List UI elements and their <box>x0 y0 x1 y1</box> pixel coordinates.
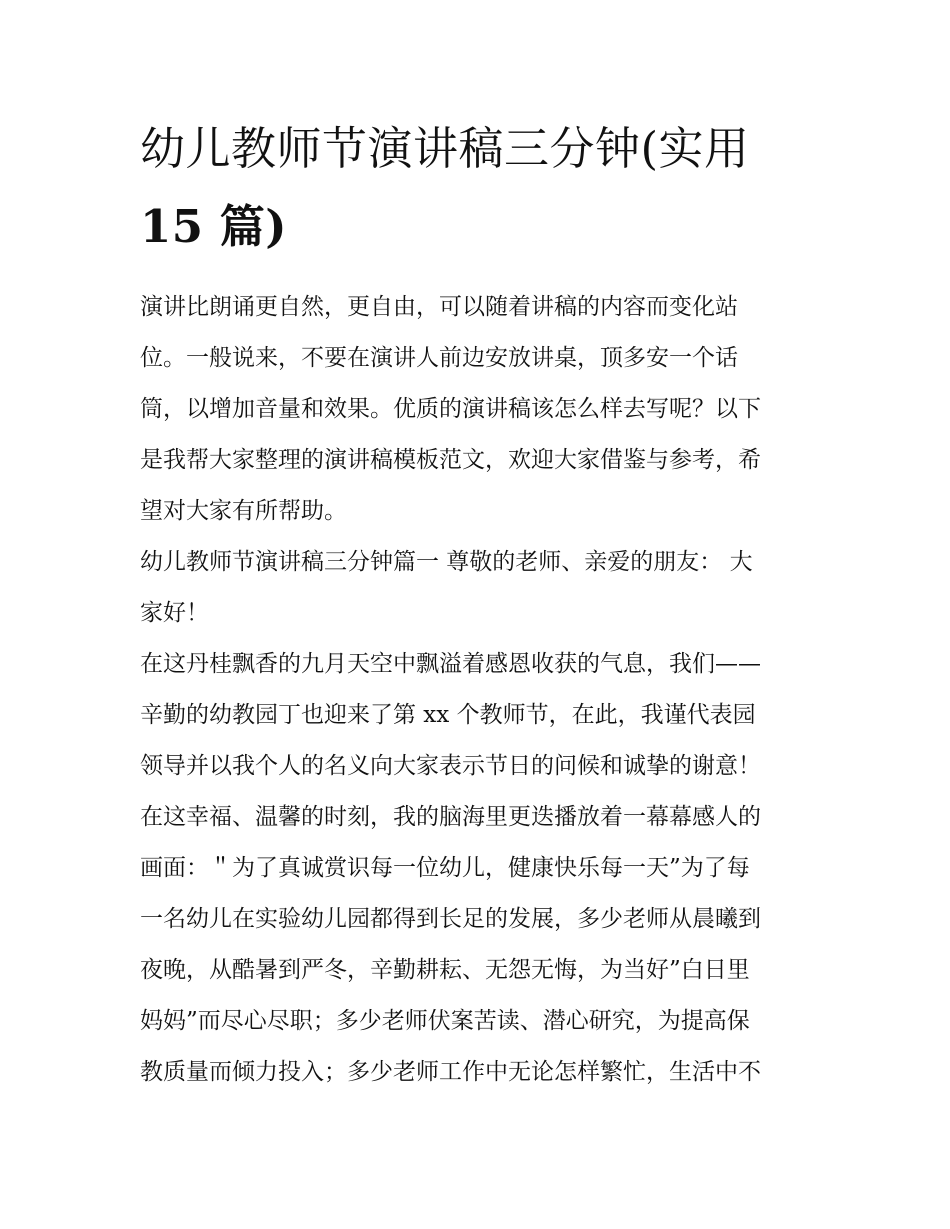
body-paragraph <box>140 639 815 1098</box>
section-line: 家好！ <box>140 600 209 626</box>
intro-line: 演讲比朗诵更自然，更自由，可以随着讲稿的内容而变化站 <box>140 294 738 320</box>
section-line: 幼儿教师节演讲稿三分钟篇一 尊敬的老师、亲爱的朋友： 大 <box>140 549 753 575</box>
title-line-2: 15 篇) <box>140 200 288 253</box>
body-line: 画面：＂为了真诚赏识每一位幼儿，健康快乐每一天”为了每 <box>140 855 750 881</box>
intro-line: 是我帮大家整理的演讲稿模板范文，欢迎大家借鉴与参考，希 <box>140 447 761 473</box>
intro-line: 筒，以增加音量和效果。优质的演讲稿该怎么样去写呢？以下 <box>140 396 761 422</box>
intro-line: 位。一般说来，不要在演讲人前边安放讲桌，顶多安一个话 <box>140 345 738 371</box>
document-page <box>140 110 815 1098</box>
body-line: 夜晚，从酷暑到严冬，辛勤耕耘、无怨无悔，为当好”白日里 <box>140 957 750 983</box>
body-line: 领导并以我个人的名义向大家表示节日的问候和诚挚的谢意！ <box>140 753 761 779</box>
body-line: 在这幸福、温馨的时刻，我的脑海里更迭播放着一幕幕感人的 <box>140 804 761 830</box>
body-line: 在这丹桂飘香的九月天空中飘溢着感恩收获的气息，我们—— <box>140 651 761 677</box>
document-title <box>140 110 815 266</box>
title-line-1: 幼儿教师节演讲稿三分钟(实用 <box>140 122 750 175</box>
body-line: 妈妈”而尽心尽职；多少老师伏案苦读、潜心研究，为提高保 <box>140 1008 750 1034</box>
section-heading-paragraph <box>140 537 815 639</box>
body-line: 一名幼儿在实验幼儿园都得到长足的发展，多少老师从晨曦到 <box>140 906 761 932</box>
body-line: 教质量而倾力投入；多少老师工作中无论怎样繁忙，生活中不 <box>140 1059 761 1085</box>
body-line: 辛勤的幼教园丁也迎来了第 xx 个教师节，在此，我谨代表园 <box>140 702 756 728</box>
intro-paragraph <box>140 282 815 537</box>
intro-line: 望对大家有所帮助。 <box>140 498 347 524</box>
